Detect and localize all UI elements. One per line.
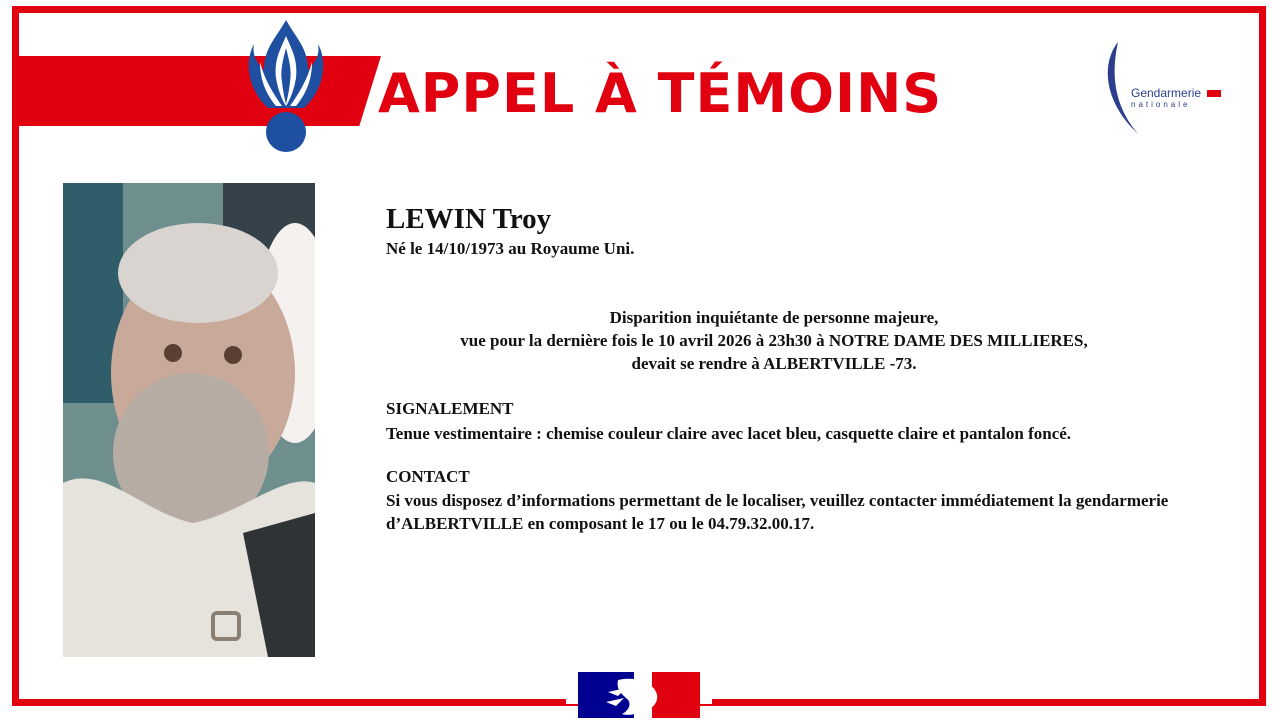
header-red-band [19,56,381,126]
page-title: APPEL À TÉMOINS [378,62,943,125]
logo-name: Gendarmerie [1131,86,1202,100]
person-name: LEWIN Troy [386,203,552,235]
marianne-icon [578,672,700,718]
gendarmerie-flame-icon [246,18,326,156]
missing-person-photo [63,183,315,657]
photo-illustration [63,183,315,657]
disappearance-line-1: Disparition inquiétante de personne majeure, [609,308,939,327]
logo-subtitle: nationale [1131,100,1191,109]
contact-heading: CONTACT [386,467,470,486]
disappearance-line-3: devait se rendre à ALBERTVILLE -73. [631,354,917,373]
signalement-text: Tenue vestimentaire : chemise couleur claire avec lacet bleu, casquette claire et pantalon foncé. [386,424,1072,443]
signalement-heading: SIGNALEMENT [386,399,514,418]
contact-text: Si vous disposez d’informations permettant de le localiser, veuillez contacter immédiatement la gendarmerie d’ALBERTVILLE en composant le 17 ou le 04.79.32.00.17. [386,491,1169,533]
person-birth: Né le 14/10/1973 au Royaume Uni. [386,239,635,258]
disappearance-line-2: vue pour la dernière fois le 10 avril 2026 à 23h30 à NOTRE DAME DES MILLIERES, [460,331,1088,350]
